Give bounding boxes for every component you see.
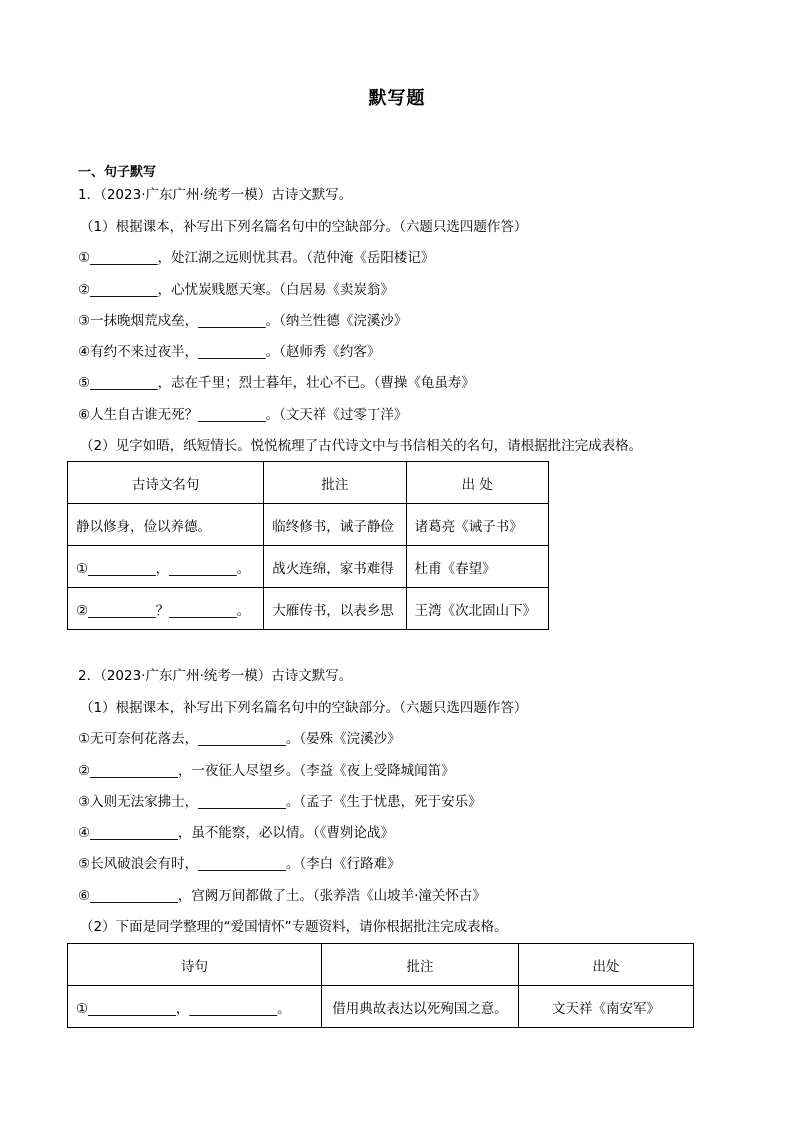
q2-part1-instruction: （1）根据课本，补写出下列名篇名句中的空缺部分。（六题只选四题作答）: [80, 700, 528, 716]
table-header-row: [68, 944, 694, 986]
q2-item-1: ①无可奈何花落去，_____________。（晏殊《浣溪沙》: [78, 731, 401, 747]
q2-header: 2．（2023·广东广州·统考一模）古诗文默写。: [78, 668, 353, 684]
q1-part1-instruction: （1）根据课本，补写出下列名篇名句中的空缺部分。（六题只选四题作答）: [80, 219, 528, 235]
q1-item-5: ⑤__________，志在千里；烈士暮年，壮心不已。（曹操《龟虽寿》: [78, 375, 475, 391]
q1-item-1: ①__________，处江湖之远则忧其君。（范仲淹《岳阳楼记》: [78, 250, 435, 266]
table-cell: 大雁传书，以表乡思: [264, 588, 406, 630]
q2-part2-instruction: （2）下面是同学整理的“爱国情怀”专题资料，请你根据批注完成表格。: [80, 919, 508, 935]
q1-header: 1．（2023·广东广州·统考一模）古诗文默写。: [78, 187, 353, 203]
q1-item-2: ②__________，心忧炭贱愿天寒。（白居易《卖炭翁》: [78, 282, 394, 298]
table-header-cell: 批注: [322, 944, 519, 986]
table-cell: 战火连绵，家书难得: [264, 546, 406, 588]
table-header-cell: 诗句: [68, 944, 322, 986]
table-row: [68, 588, 549, 630]
table-cell: 借用典故表达以死殉国之意。: [322, 986, 519, 1028]
table-cell: ①_____________，_____________。: [68, 986, 322, 1028]
table-header-row: [68, 462, 549, 504]
q2-item-5: ⑤长风破浪会有时，_____________。（李白《行路难》: [78, 856, 401, 872]
table-cell: 杜甫《春望》: [406, 546, 548, 588]
q2-item-2: ②_____________，一夜征人尽望乡。（李益《夜上受降城闻笛》: [78, 763, 455, 779]
table-cell: 临终修书，诫子静俭: [264, 504, 406, 546]
table-row: [68, 546, 549, 588]
q1-item-4: ④有约不来过夜半，__________。（赵师秀《约客》: [78, 344, 381, 360]
q1-table: [67, 461, 549, 630]
q2-item-3: ③入则无法家拂士，_____________。（孟子《生于忧患，死于安乐》: [78, 794, 482, 810]
section-heading: 一、句子默写: [78, 165, 157, 180]
table-header-cell: 批注: [264, 462, 406, 504]
q2-item-6: ⑥_____________，宫阙万间都做了土。（张养浩《山坡羊·潼关怀古》: [78, 888, 486, 904]
table-cell: 静以修身，俭以养德。: [68, 504, 264, 546]
table-cell: 王湾《次北固山下》: [406, 588, 548, 630]
table-cell: 文天祥《南安军》: [519, 986, 694, 1028]
table-cell: ①__________，__________。: [68, 546, 264, 588]
table-header-cell: 出 处: [406, 462, 548, 504]
table-row: [68, 986, 694, 1028]
q2-item-4: ④_____________，虽不能察，必以情。（《曹刿论战》: [78, 825, 394, 841]
table-header-cell: 出处: [519, 944, 694, 986]
page-title: 默写题: [368, 88, 426, 109]
table-cell: 诸葛亮《诫子书》: [406, 504, 548, 546]
q1-part2-instruction: （2）见字如晤，纸短情长。悦悦梳理了古代诗文中与书信相关的名句，请根据批注完成表格。: [80, 438, 643, 454]
table-row: [68, 504, 549, 546]
q1-item-3: ③一抹晚烟荒戍垒，__________。（纳兰性德《浣溪沙》: [78, 313, 408, 329]
table-cell: ②__________？__________。: [68, 588, 264, 630]
q1-item-6: ⑥人生自古谁无死？__________。（文天祥《过零丁洋》: [78, 407, 408, 423]
q2-table: [67, 943, 694, 1028]
table-header-cell: 古诗文名句: [68, 462, 264, 504]
